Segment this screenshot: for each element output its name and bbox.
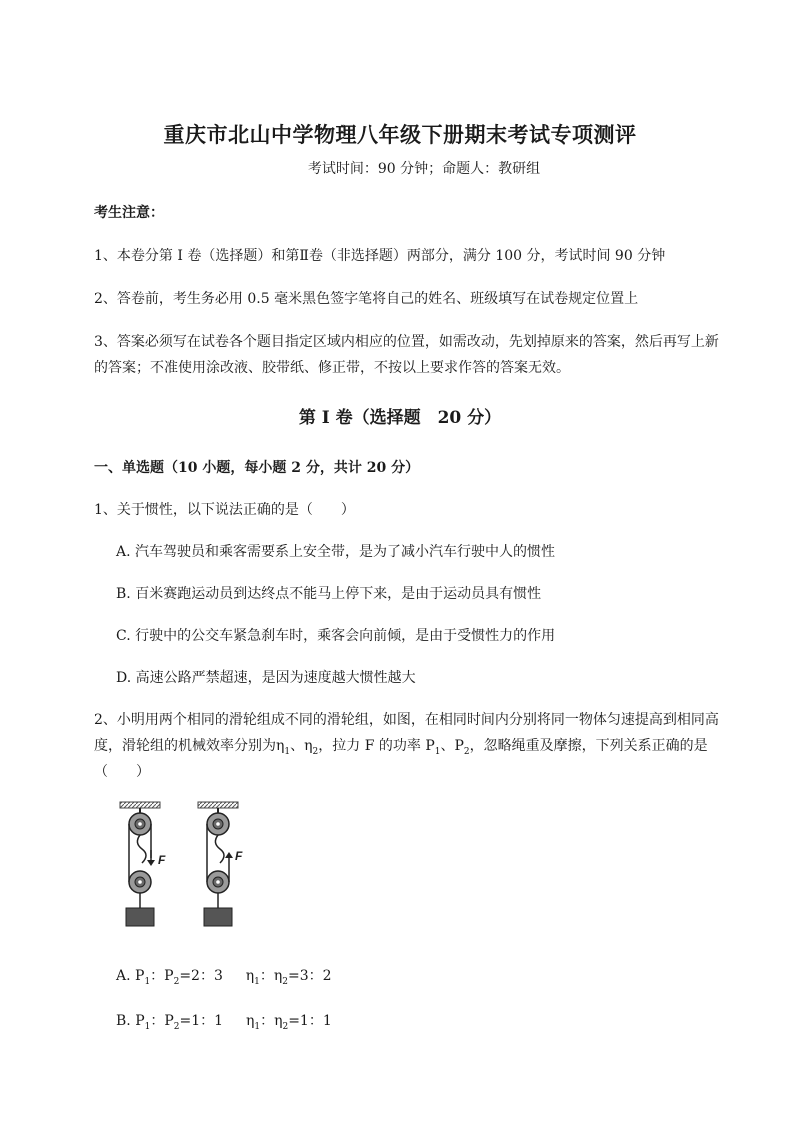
exam-subtitle: 考试时间：90 分钟；命题人：教研组 (307, 161, 541, 177)
question-2-option-b: B. $P_1$：$P_2=1$：1 $\eta_1$：$\eta_2=1$：1 (116, 1013, 332, 1032)
question-1-option-a: A. 汽车驾驶员和乘客需要系上安全带，是为了减小汽车行驶中人的惯性 (116, 544, 556, 560)
question-1-option-b: B. 百米赛跑运动员到达终点不能马上停下来，是由于运动员具有惯性 (116, 586, 542, 602)
left-pulley-system (120, 802, 166, 926)
part-heading: 一、单选题（10 小题，每小题 2 分，共计 20 分） (94, 460, 420, 476)
notice-heading: 考生注意： (94, 205, 164, 221)
notice-item: 2、答卷前，考生务必用 0.5 毫米黑色签字笔将自己的姓名、班级填写在试卷规定位置上 (94, 291, 639, 307)
page-title: 重庆市北山中学物理八年级下册期末考试专项测评 (163, 122, 637, 147)
notice-item: 3、答案必须写在试卷各个题目指定区域内相应的位置，如需改动，先划掉原来的答案，然后再写上新 (94, 334, 719, 350)
svg-text:F: F (235, 849, 243, 863)
question-1-option-d: D. 高速公路严禁超速，是因为速度越大惯性越大 (116, 670, 416, 686)
question-1-stem: 1、关于惯性，以下说法正确的是（ ） (94, 502, 355, 518)
section-title: 第 I 卷（选择题 20 分） (298, 408, 502, 428)
question-2-stem-line1: 2、小明用两个相同的滑轮组成不同的滑轮组，如图，在相同时间内分别将同一物体匀速提高到相同高 (94, 712, 719, 728)
question-2-stem-line2: 度，滑轮组的机械效率分别为$\eta_1$、$\eta_2$，拉力 F 的功率 $P_1$、$P_2$，忽略绳重及摩擦，下列关系正确的是 (94, 738, 708, 757)
notice-item: 1、本卷分第 I 卷（选择题）和第Ⅱ卷（非选择题）两部分，满分 100 分，考试时间 90 分钟 (94, 248, 666, 264)
right-pulley-system (198, 802, 243, 926)
svg-text:F: F (158, 853, 166, 867)
question-1-option-c: C. 行驶中的公交车紧急刹车时，乘客会向前倾，是由于受惯性力的作用 (116, 628, 556, 644)
pulley-system-figure (112, 800, 272, 940)
notice-item-continuation: 的答案；不准使用涂改液、胶带纸、修正带，不按以上要求作答的答案无效。 (94, 360, 570, 376)
question-2-stem-line3: （ ） (94, 764, 150, 780)
question-2-option-a: A. $P_1$：$P_2=2$：3 $\eta_1$：$\eta_2=3$：2 (116, 968, 332, 987)
